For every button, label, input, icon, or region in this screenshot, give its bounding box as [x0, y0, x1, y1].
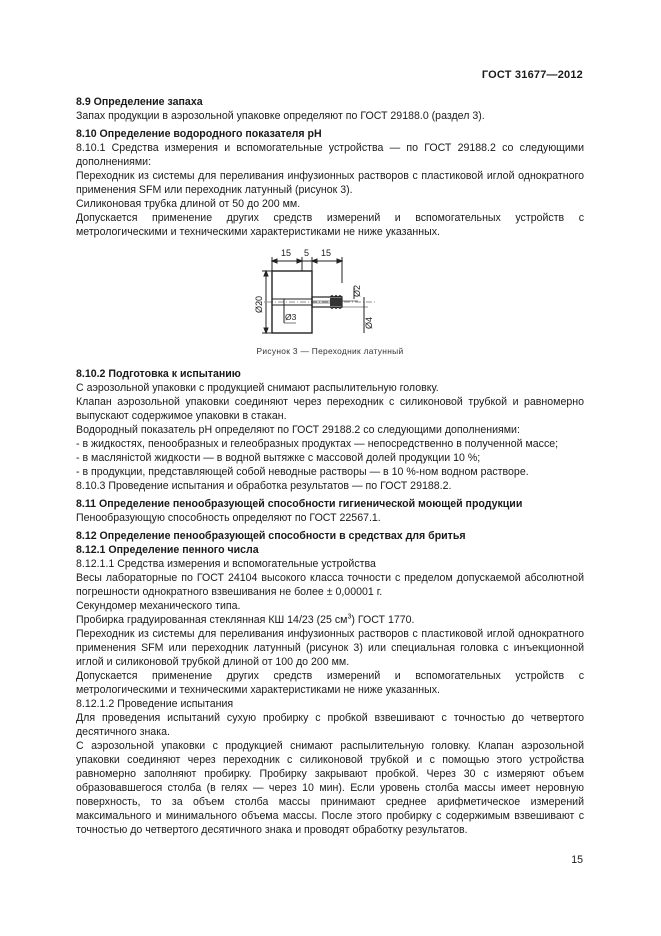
section-8-10-1-text: 8.10.1 Средства измерения и вспомогательные устройства — по ГОСТ 29188.2 со следующими дополнениями: [76, 142, 584, 168]
section-8-12-title: 8.12 Определение пенообразующей способности в средствах для бритья [76, 530, 466, 542]
document-body [76, 95, 584, 837]
list-item-liquids: - в жидкостях, пенообразных и гелеобразных продуктах — непосредственно в полученной массе; [76, 438, 559, 450]
section-8-11-text: Пенообразующую способность определяют по ГОСТ 22567.1. [76, 512, 381, 524]
dim-inner-label: Ø3 [285, 312, 297, 322]
section-8-9-text [76, 109, 584, 123]
page-number: 15 [571, 854, 583, 866]
section-8-10-title: 8.10 Определение водородного показателя pH [76, 128, 322, 140]
list-item-oily: - в масляністой жидкости — в водной вытяжке с массовой долей продукции 10 %; [76, 452, 481, 464]
scales-text: Весы лабораторные по ГОСТ 24104 высокого класса точности с пределом допускаемой абсолютной погрешности однократного взвешивания не более ± 0,00001 г. [76, 572, 584, 598]
adapter-text-2: Переходник из системы для переливания инфузионных растворов с пластиковой иглой однократного применения SFM или переходник латунный (рисунок 3) или специальная головка с инъекционной иглой и силиконовой трубкой длиной от 100 до 200 мм. [76, 628, 584, 668]
section-8-10-tube-text: Силиконовая трубка длиной от 50 до 200 мм. [76, 198, 301, 210]
section-8-10-2-p3: Водородный показатель pH определяют по ГОСТ 29188.2 со следующими дополнениями: [76, 424, 520, 436]
section-8-12-1-title: 8.12.1 Определение пенного числа [76, 544, 259, 556]
stopwatch-text: Секундомер механического типа. [76, 600, 241, 612]
section-8-12-1-1-text: 8.12.1.1 Средства измерения и вспомогательные устройства [76, 558, 376, 570]
brass-adapter-drawing [236, 241, 426, 336]
test-tube-text-a: Пробирка градуированная стеклянная КШ 14/23 (25 см [76, 614, 348, 626]
dim-top-1-label: 15 [281, 248, 292, 258]
dim-right-bottom-label: Ø4 [364, 316, 374, 329]
allowance-text-2: Допускается применение других средств измерений и вспомогательных устройств с метрологическими и техническими характеристиками не ниже указанных. [76, 670, 584, 696]
dim-top-2-label: 5 [304, 248, 310, 258]
document-id: ГОСТ 31677—2012 [481, 69, 583, 81]
section-8-10-2-p2: Клапан аэрозольной упаковки соединяют через переходник с силиконовой трубкой и равномерно выпускают содержимое упаковки в стакан. [76, 396, 584, 422]
section-8-12-1-2-text: 8.12.1.2 Проведение испытания [76, 698, 234, 710]
figure-caption: Рисунок 3 — Переходник латунный [256, 346, 404, 356]
test-tube-text-b: ) ГОСТ 1770. [351, 614, 415, 626]
dim-left-label: Ø20 [254, 295, 264, 313]
list-item-nonaqueous: - в продукции, представляющей собой неводные растворы — в 10 %-ном водном растворе. [76, 466, 529, 478]
test-tube-text [76, 613, 584, 627]
section-8-10-3-text: 8.10.3 Проведение испытания и обработка результатов — по ГОСТ 29188.2. [76, 480, 452, 492]
section-8-11-title: 8.11 Определение пенообразующей способности гигиенической моющей продукции [76, 498, 523, 510]
section-8-9-title: 8.9 Определение запаха [76, 96, 203, 108]
section-8-10-2-title: 8.10.2 Подготовка к испытанию [76, 368, 241, 380]
dim-top-3-label: 15 [321, 248, 332, 258]
weighing-text: Для проведения испытаний сухую пробирку с пробкой взвешивают с точностью до четвертого десятичного знака. [76, 712, 584, 738]
figure-3 [76, 241, 584, 361]
section-8-10-2-p1: С аэрозольной упаковки с продукцией снимают распылительную головку. [76, 382, 439, 394]
test-tube-text-sup: 3 [347, 613, 352, 621]
section-8-9-text-content: Запах продукции в аэрозольной упаковке определяют по ГОСТ 29188.0 (раздел 3). [76, 110, 485, 122]
procedure-text: С аэрозольной упаковки с продукцией снимают распылительную головку. Клапан аэрозольной упаковки соединяют через переходник с силиконовой трубкой и с помощью этого устройства равномерно заполняют пробирку. Пробирку закрывают пробкой. Через 30 с измеряют объем образовавшегося столба (в гелях — через 10 мин). Если уровень столба массы имеет неровную поверхность, то за объем столба массы принимают среднее арифметическое измерений максимального и минимального объема массы. После этого пробирку с содержимым взвешивают с точностью до четвертого десятичного знака и проводят обработку результатов. [76, 740, 584, 836]
section-8-10-allowance-text: Допускается применение других средств измерений и вспомогательных устройств с метрологическими и техническими характеристиками не ниже указанных. [76, 212, 584, 238]
dim-right-top-label: Ø2 [352, 284, 362, 297]
section-8-10-adapter-text: Переходник из системы для переливания инфузионных растворов с пластиковой иглой однократного применения SFM или переходник латунный (рисунок 3). [76, 170, 584, 196]
